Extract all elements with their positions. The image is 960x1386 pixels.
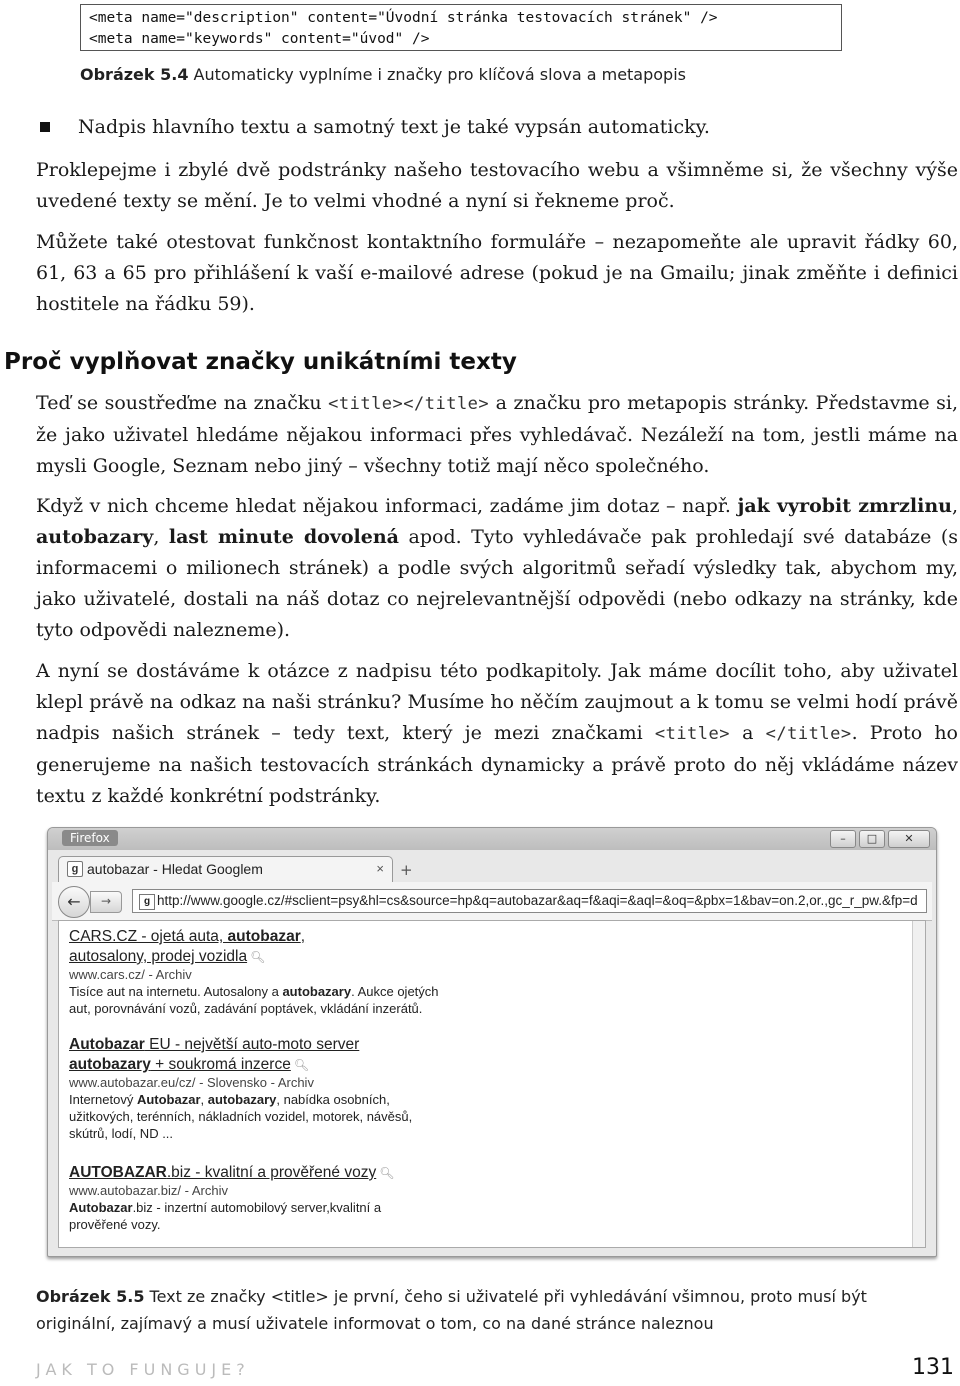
code-snippet-box xyxy=(80,4,842,51)
bullet-square-icon xyxy=(40,122,50,132)
p5-mid: a xyxy=(730,722,766,744)
browser-window xyxy=(47,827,937,1257)
figure-caption-text: Text ze značky <title> je první, čeho si uživatelé při vyhledávání všimnou, proto musí být originální, zajímavý a musí uživatele informovat o tom, co na dané stránce naleznou xyxy=(36,1287,867,1333)
result-title-part: CARS.CZ - ojetá auta, xyxy=(69,928,228,945)
back-button[interactable]: ← xyxy=(58,886,90,918)
p4-text-b: apod. Tyto vyhledávače pak prohledají své databáze (s informacemi o milionech stránek) a podle svých algoritmů seřadí výsledky tak, abychom my, jako uživatelé, dostali na náš dotaz co nejrelevantnější odpovědi (nebo odkazy na stránky, kde tyto odpovědi nalezneme). xyxy=(36,526,958,641)
search-result xyxy=(69,1035,414,1142)
snippet-bold: Autobazar xyxy=(69,1200,133,1215)
forward-button[interactable]: → xyxy=(90,891,122,913)
paragraph-5 xyxy=(36,656,958,812)
scrollbar[interactable] xyxy=(912,921,925,1247)
result-snippet xyxy=(69,1199,429,1233)
page-content xyxy=(58,920,926,1248)
snippet-part: Internetový xyxy=(69,1092,137,1107)
page-number: 131 xyxy=(912,1355,954,1380)
window-controls xyxy=(830,830,930,848)
result-title-bold: AUTOBAZAR xyxy=(69,1164,167,1181)
tab-close-icon[interactable]: × xyxy=(376,861,384,876)
result-snippet xyxy=(69,1091,414,1142)
title-bar xyxy=(48,828,936,850)
paragraph-4 xyxy=(36,491,958,646)
title-close-code: </title> xyxy=(765,724,852,744)
snippet-bold: autobazary xyxy=(282,984,352,999)
p5-text-b: . Proto ho generujeme na našich testovacích stránkách dynamicky a právě proto do něj vkládáme název textu z každé konkrétní podstránky. xyxy=(36,722,958,807)
p3-text-a: Teď se soustřeďme na značku xyxy=(36,392,329,414)
figure-caption-5-4 xyxy=(80,65,686,84)
title-open-code: <title> xyxy=(654,724,730,744)
google-favicon-icon: g xyxy=(67,861,83,877)
search-result xyxy=(69,927,449,1017)
maximize-button[interactable]: □ xyxy=(859,830,885,848)
result-title-part: .biz - kvalitní a prověřené vozy xyxy=(166,1164,377,1181)
code-line-2: <meta name="keywords" content="úvod" /> xyxy=(89,31,430,47)
new-tab-button[interactable]: + xyxy=(400,861,413,879)
result-title-part: + soukromá inzerce xyxy=(150,1056,291,1073)
result-title-part: autosalony, prodej vozidla xyxy=(69,948,248,965)
close-window-button[interactable]: ✕ xyxy=(888,830,930,848)
p4-sep-2: , xyxy=(153,526,169,548)
snippet-part: , xyxy=(200,1092,208,1107)
bullet-item: Nadpis hlavního textu a samotný text je také vypsán automaticky. xyxy=(78,116,710,138)
keyword-2: autobazary xyxy=(36,526,154,548)
title-tag-code: <title></title> xyxy=(328,394,490,414)
p5-text-a: A nyní se dostáváme k otázce z nadpisu této podkapitoly. Jak máme docílit toho, aby uživatel klepl právě na odkaz na naši stránku? Musíme ho něčím zaujmout a k tomu se velmi hodí právě nadpis našich stránek – tedy text, který je mezi značkami xyxy=(36,660,958,744)
keyword-3: last minute dovolená xyxy=(168,526,399,548)
section-heading: Proč vyplňovat značky unikátními texty xyxy=(4,349,517,375)
minimize-button[interactable]: – xyxy=(830,830,856,848)
result-url: www.autobazar.biz/ - Archiv xyxy=(69,1183,228,1198)
result-url: www.autobazar.eu/cz/ - Slovensko - Archiv xyxy=(69,1075,314,1090)
search-result xyxy=(69,1163,429,1233)
p4-text-a: Když v nich chceme hledat nějakou informaci, zadáme jim dotaz – např. xyxy=(36,495,738,517)
magnifier-icon[interactable]: 🔍︎ xyxy=(250,950,266,964)
paragraph-3 xyxy=(36,388,958,482)
p4-sep-1: , xyxy=(951,495,958,517)
snippet-part: .biz - inzertní automobilový server,kvalitní a prověřené vozy. xyxy=(69,1200,382,1232)
snippet-part: . Aukce ojetých aut, porovnávání vozů, zadávání poptávek, vkládání inzerátů. xyxy=(69,984,439,1016)
app-menu-button[interactable]: Firefox xyxy=(62,830,118,846)
address-bar[interactable] xyxy=(132,889,927,913)
paragraph-1: Proklepejme i zbylé dvě podstránky našeho testovacího webu a všimněme si, že všechny výše uvedené texty se mění. Je to velmi vhodné a nyní si řekneme proč. xyxy=(36,159,958,212)
keyword-1: jak vyrobit zmrzlinu xyxy=(737,495,952,517)
figure-label: Obrázek 5.4 xyxy=(80,65,189,84)
magnifier-icon[interactable]: 🔍︎ xyxy=(379,1166,395,1180)
p3-text-b: a značku pro metapopis stránky. Představme si, že jako uživatel hledáme nějakou informaci přes vyhledávač. Nezáleží na tom, jestli máme na mysli Google, Seznam nebo jiný – všechny totiž mají něco společného. xyxy=(36,392,958,477)
result-title-part: , xyxy=(300,928,306,945)
figure-caption-5-5 xyxy=(36,1283,946,1337)
result-title-bold: autobazary xyxy=(69,1056,151,1073)
running-title: JAK TO FUNGUJE? xyxy=(36,1360,250,1379)
result-url: www.cars.cz/ - Archiv xyxy=(69,967,192,982)
magnifier-icon[interactable]: 🔍︎ xyxy=(293,1058,310,1072)
snippet-part: , nabídka osobních, užitkových, terénních, nákladních vozidel, motorek, návěsů, skútrů, lodí, ND ... xyxy=(69,1092,413,1141)
result-title-part: EU - největší auto-moto server xyxy=(144,1036,360,1053)
result-title-link-line2[interactable] xyxy=(69,1055,414,1075)
result-title-link-line2[interactable] xyxy=(69,947,449,967)
snippet-part: Tisíce aut na internetu. Autosalony a xyxy=(69,984,283,999)
result-snippet xyxy=(69,983,449,1017)
snippet-bold: autobazary xyxy=(207,1092,277,1107)
navigation-bar xyxy=(52,882,932,921)
result-title-link[interactable] xyxy=(69,927,449,947)
result-title-bold: Autobazar xyxy=(69,1036,145,1053)
figure-caption-text: Automaticky vyplníme i značky pro klíčová slova a metapopis xyxy=(188,65,686,84)
paragraph-2: Můžete také otestovat funkčnost kontaktního formuláře – nezapomeňte ale upravit řádky 60, 61, 63 a 65 pro přihlášení k vaší e-mailové adrese (pokud je na Gmailu; jinak změňte i definici hostitele na řádku 59). xyxy=(36,231,958,315)
figure-label: Obrázek 5.5 xyxy=(36,1287,145,1306)
result-title-link[interactable] xyxy=(69,1035,414,1055)
snippet-bold: Autobazar xyxy=(136,1092,201,1107)
result-title-link[interactable] xyxy=(69,1163,429,1183)
result-title-bold: autobazar xyxy=(227,928,301,945)
code-line-1: <meta name="description" content="Úvodní stránka testovacích stránek" /> xyxy=(89,10,718,26)
url-text: http://www.google.cz/#sclient=psy&hl=cs&source=hp&q=autobazar&aq=f&aqi=&aql=&oq=&pbx=1&bav=on.2,or.,gc_r_pw.&fp=d xyxy=(157,893,918,908)
tab-title: autobazar - Hledat Googlem xyxy=(87,861,263,877)
browser-tab[interactable] xyxy=(58,856,393,882)
site-favicon-icon: g xyxy=(139,894,155,910)
